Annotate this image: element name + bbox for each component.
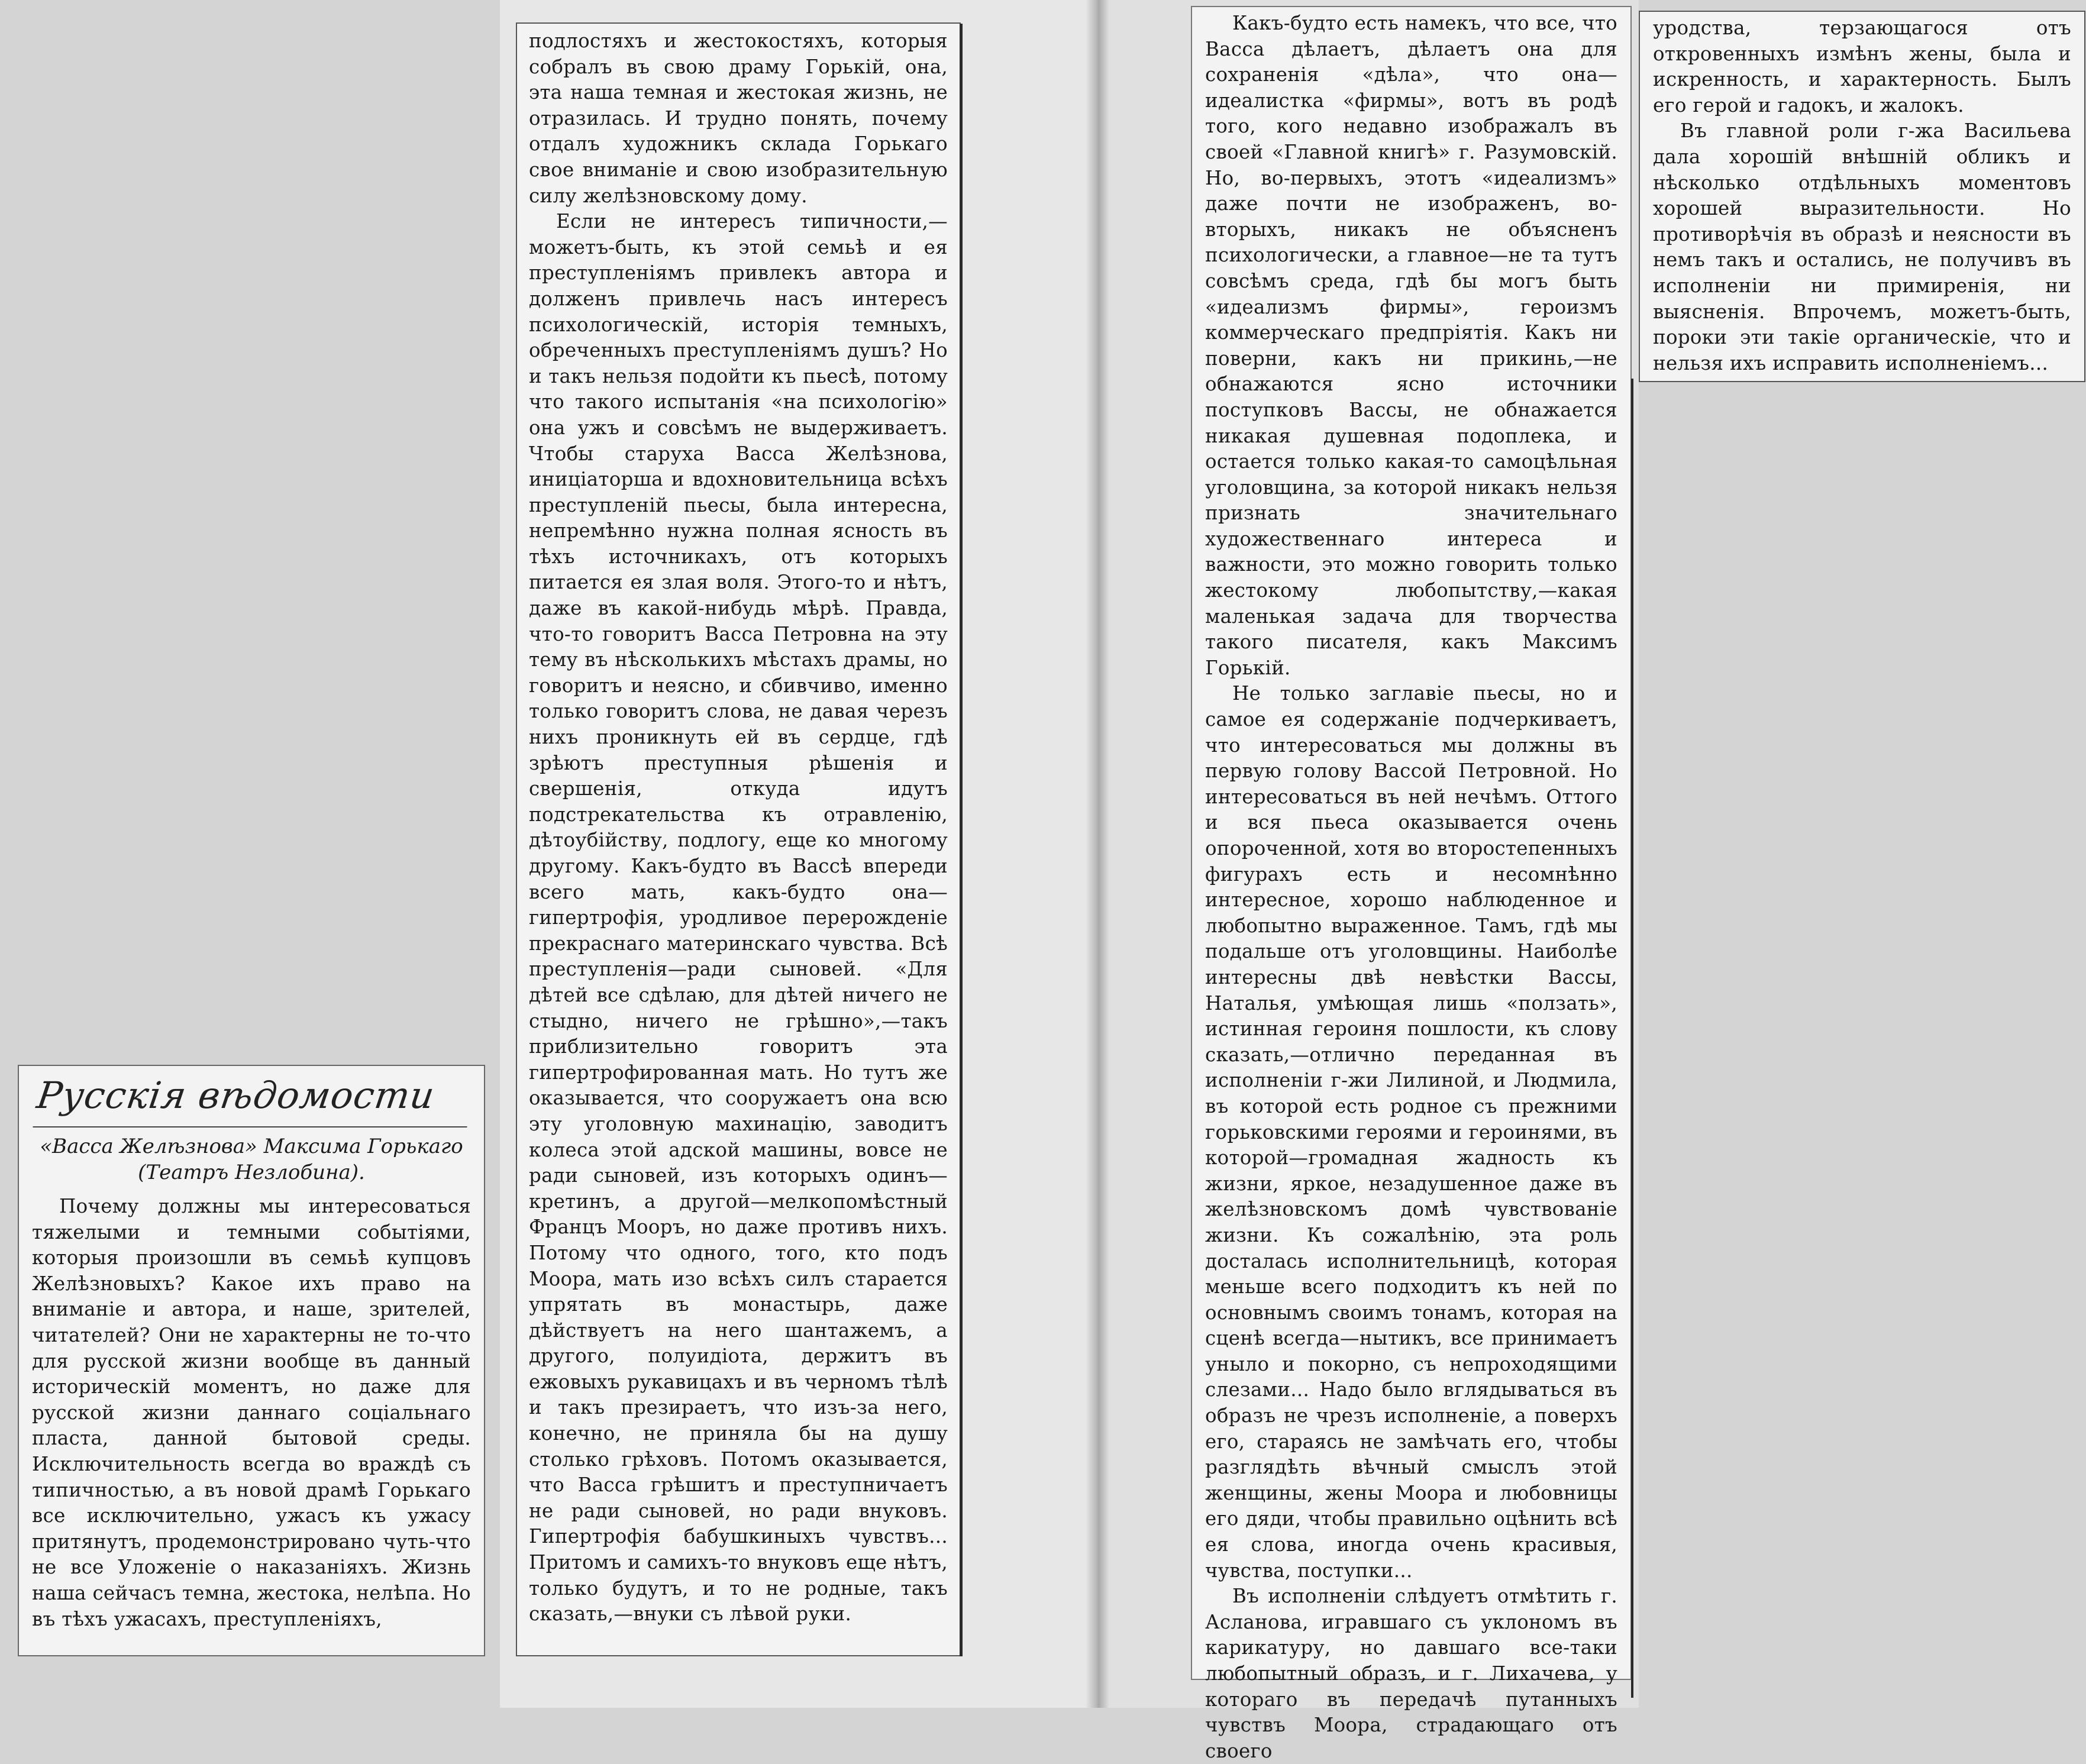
clipping-column-2 bbox=[1191, 6, 1632, 1762]
clipping-shadow-edge bbox=[960, 24, 963, 1656]
clipping-column-1 bbox=[516, 22, 961, 1656]
article-headline: «Васса Желѣзнова» Максима Горькаго (Театръ Незлобина). bbox=[40, 1135, 463, 1184]
newspaper-masthead-handwritten: Русскія вѣдомости bbox=[33, 1072, 474, 1127]
article-paragraph: Если не интересъ типичности,—можетъ-быть, къ этой семьѣ и ея преступленіямъ привлекъ автора и долженъ привлечь насъ интересъ психологическій, исторія темныхъ, обреченныхъ преступленіямъ душъ? Но и такъ нельзя подойти къ пьесѣ, потому что такого испытанія «на психологію» она ужъ и совсѣмъ не выдерживаетъ. Чтобы старуха Васса Желѣзнова, иниціаторша и вдохновительница всѣхъ преступленій пьесы, была интересна, непремѣнно нужна полная ясность въ тѣхъ источникахъ, отъ которыхъ питается ея злая воля. Этого-то и нѣтъ, даже въ какой-нибудь мѣрѣ. Правда, что-то говоритъ Васса Петровна на эту тему въ нѣсколькихъ мѣстахъ драмы, но говоритъ и неясно, и сбивчиво, именно только говоритъ слова, не давая черезъ нихъ проникнуть ей въ сердце, гдѣ зрѣютъ преступныя рѣшенія и свершенія, откуда идутъ подстрекательства къ отравленію, дѣтоубійству, подлогу, еще ко многому другому. Какъ-будто въ Вассѣ впереди всего мать, какъ-будто она—гипертрофія, уродливое перерожденіе прекраснаго материнскаго чувства. Всѣ преступленія—ради сыновей. «Для дѣтей все сдѣлаю, для дѣтей ничего не стыдно, ничего не грѣшно»,—такъ приблизительно говоритъ эта гипертрофированная мать. Но тутъ же оказывается, что сооружаетъ она всю эту уголовную махинацію, заводитъ колеса этой адской машины, вовсе не ради сыновей, изъ которыхъ одинъ—кретинъ, а другой—мелкопомѣстный Францъ Мооръ, но даже противъ нихъ. Потому что одного, того, кто подъ Моора, мать изо всѣхъ силъ старается упрятать въ монастырь, даже дѣйствуетъ на него шантажемъ, а другого, полуидіота, держитъ въ ежовыхъ рукавицахъ и въ черномъ тѣлѣ и такъ презираетъ, что изъ-за него, конечно, не приняла бы на душу столько грѣховъ. Потомъ оказывается, что Васса грѣшитъ и преступничаетъ не ради сыновей, но ради внуковъ. Гипертрофія бабушкиныхъ чувствъ... Притомъ и самихъ-то внуковъ еще нѣтъ, только будутъ, и то не родные, такъ сказать,—внуки съ лѣвой руки. bbox=[529, 210, 948, 1626]
article-paragraph: Въ исполненіи слѣдуетъ отмѣтить г. Асланова, игравшаго съ уклономъ въ карикатуру, но давшаго все-таки любопытный образъ, и г. Лихачева, у котораго въ передачѣ путанныхъ чувствъ Моора, страдающаго отъ своего bbox=[1205, 1585, 1617, 1762]
clipping-column-3 bbox=[1639, 11, 2085, 382]
article-paragraph: Въ главной роли г-жа Васильева дала хорошій внѣшній обликъ и нѣсколько отдѣльныхъ моментовъ хорошей выразительности. Но противорѣчія въ образѣ и неясности въ немъ такъ и остались, не получивъ въ исполненіи ни примиренія, ни выясненія. Впрочемъ, можетъ-быть, пороки эти такіе органическіе, что и нельзя ихъ исправить исполненіемъ... bbox=[1653, 119, 2071, 374]
article-paragraph: уродства, терзающагося отъ откровенныхъ измѣнъ жены, была и искренность, и характерность. Былъ его герой и гадокъ, и жалокъ. bbox=[1653, 17, 2071, 117]
book-gutter bbox=[1086, 0, 1109, 1708]
article-paragraph: Какъ-будто есть намекъ, что все, что Васса дѣлаетъ, дѣлаетъ она для сохраненія «дѣла», что она—идеалистка «фирмы», вотъ въ родѣ того, кого недавно изображалъ въ своей «Главной книгѣ» г. Разумовскій. Но, во-первыхъ, этотъ «идеализмъ» даже почти не изображенъ, во-вторыхъ, никакъ не объясненъ психологически, а главное—не та тутъ совсѣмъ среда, гдѣ бы могъ быть «идеализмъ фирмы», героизмъ коммерческаго предпріятія. Какъ ни поверни, какъ ни прикинь,—не обнажаются ясно источники поступковъ Вассы, не обнажается никакая душевная подоплека, и остается только какая-то самоцѣльная уголовщина, за которой никакъ нельзя признать значительнаго художественнаго интереса и важности, это можно говорить только жестокому любопытству,—какая маленькая задача для творчества такого писателя, какъ Максимъ Горькій. bbox=[1205, 12, 1617, 679]
article-paragraph: Не только заглавіе пьесы, но и самое ея содержаніе подчеркиваетъ, что интересоваться мы должны въ первую голову Вассой Петровной. Но интересоваться въ ней нечѣмъ. Оттого и вся пьеса оказывается очень опороченной, хотя во второстепенныхъ фигурахъ есть и несомнѣнно интересное, хорошо наблюденное и любопытно выраженное. Тамъ, гдѣ мы подальше отъ уголовщины. Наиболѣе интересны двѣ невѣстки Вассы, Наталья, умѣющая лишь «ползать», истинная героиня пошлости, къ слову сказать,—отлично переданная въ исполненіи г-жи Лилиной, и Людмила, въ которой есть родное съ прежними горьковскими героями и героинями, въ которой—громадная жадность къ жизни, яркое, незадушенное даже въ желѣзновскомъ домѣ чувствованіе жизни. Къ сожалѣнію, эта роль досталась исполнительницѣ, которая меньше всего подходитъ къ ней по основнымъ своимъ тонамъ, которая на сценѣ всегда—нытикъ, все принимаетъ уныло и покорно, съ непроходящими слезами... Надо было вглядываться въ образъ не чрезъ исполненіе, а поверхъ его, стараясь не замѣчать его, чтобы разглядѣть вѣчный смыслъ этой женщины, жены Моора и любовницы его дяди, чтобы правильно оцѣнить всѣ ея слова, иногда очень красивыя, чувства, поступки... bbox=[1205, 682, 1617, 1582]
article-paragraph: Почему должны мы интересоваться тяжелыми и темными событіями, которыя произошли въ семьѣ купцовъ Желѣзновыхъ? Какое ихъ право на вниманіе и автора, и наше, зрителей, читателей? Они не характерны не то-что для русской жизни вообще въ данный историческій моментъ, но даже для русской жизни даннаго соціальнаго пласта, данной бытовой среды. Исключительность всегда во враждѣ съ типичностью, а въ новой драмѣ Горькаго все исключительно, ужасъ къ ужасу притянутъ, продемонстрировано чуть-что не все Уложеніе о наказаніяхъ. Жизнь наша сейчасъ темна, жестока, нелѣпа. Но въ тѣхъ ужасахъ, преступленіяхъ, bbox=[32, 1195, 471, 1630]
clipping-shadow-edge bbox=[1631, 379, 1633, 1698]
article-paragraph: подлостяхъ и жестокостяхъ, которыя собралъ въ свою драму Горькій, она, эта наша темная и жестокая жизнь, не отразилась. И трудно понять, почему отдалъ художникъ склада Горькаго свое вниманіе и свою изобразительную силу желѣзновскому дому. bbox=[529, 30, 948, 207]
clipping-first-column bbox=[18, 1065, 485, 1656]
